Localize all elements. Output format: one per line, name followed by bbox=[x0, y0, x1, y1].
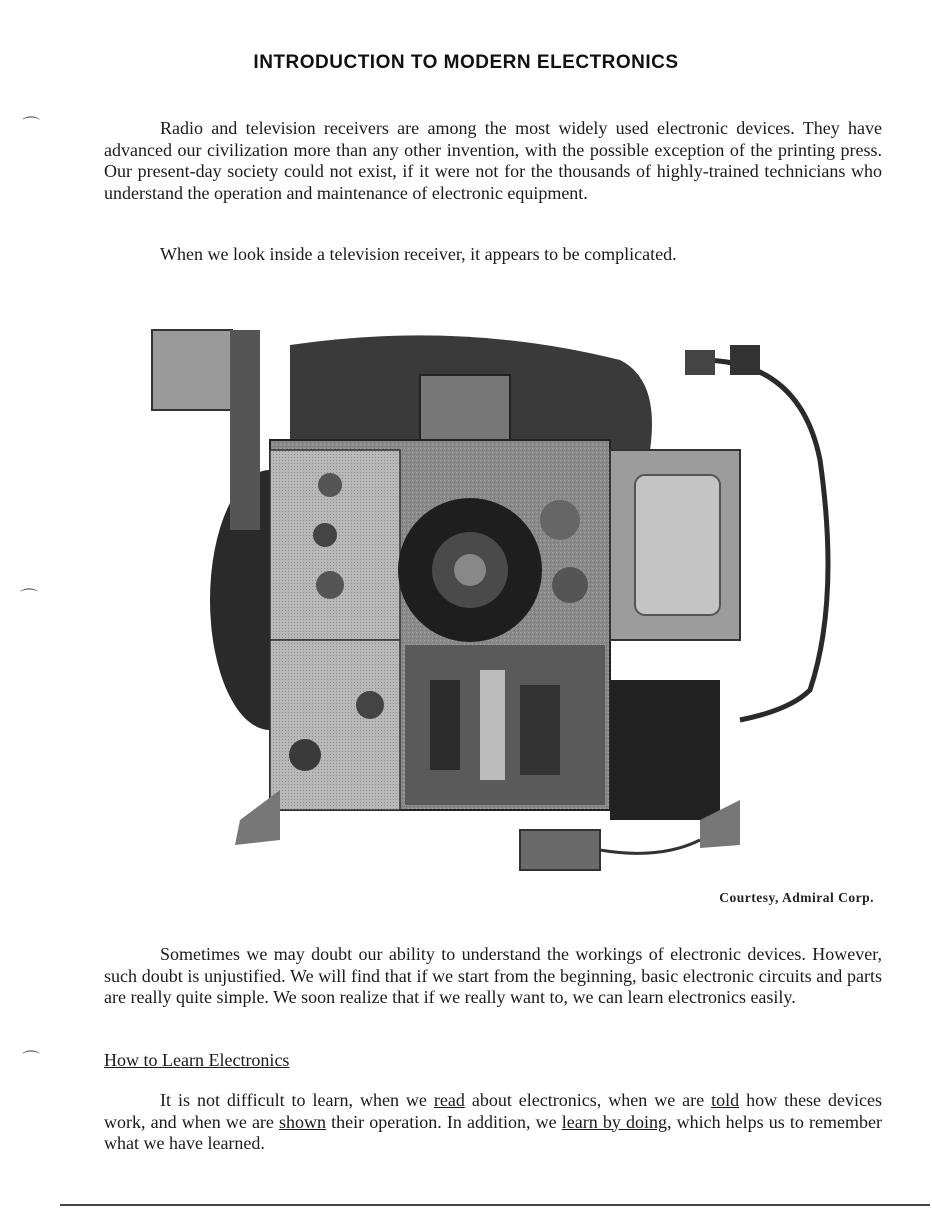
section-heading: How to Learn Electronics bbox=[104, 1050, 290, 1070]
photo-caption: Courtesy, Admiral Corp. bbox=[719, 890, 874, 905]
learning-text-3: how these devices work, and when we are bbox=[104, 1090, 882, 1132]
emphasis-learn-by-doing: learn by doing bbox=[561, 1111, 667, 1132]
doubt-paragraph: Sometimes we may doubt our ability to understand the workings of electronic devices. However, such doubt is unjustified. We will find that if we start from the beginning, basic electronic circuits and parts are really quite simple. We soon realize that if we really want to, we can learn electronics easily. bbox=[104, 944, 882, 1007]
learning-text-2: about electronics, when we are bbox=[464, 1090, 712, 1110]
emphasis-told: told bbox=[711, 1090, 740, 1110]
learning-text-1: It is not difficult to learn, when we bbox=[160, 1090, 434, 1110]
bottom-rule bbox=[60, 1204, 930, 1206]
learning-text-4: their operation. In addition, we bbox=[326, 1111, 562, 1132]
learning-paragraph bbox=[104, 1090, 882, 1155]
margin-mark: ⌒ bbox=[22, 1050, 40, 1070]
tv-receiver-paragraph: When we look inside a television receiver, it appears to be complicated. bbox=[160, 244, 677, 264]
tv-chassis-photo bbox=[140, 300, 840, 885]
page-title: INTRODUCTION TO MODERN ELECTRONICS bbox=[253, 52, 679, 73]
intro-paragraph: Radio and television receivers are among the most widely used electronic devices. They have advanced our civilization more than any other invention, with the possible exception of the printing press. Our present-day society could not exist, if it were not for the thousands of highly-trained technicians who understand the operation and maintenance of electronic equipment. bbox=[104, 118, 882, 203]
emphasis-shown: shown bbox=[279, 1111, 327, 1132]
emphasis-read: read bbox=[433, 1090, 465, 1110]
learning-text-5: , which helps us to remember what we have learned. bbox=[104, 1111, 883, 1153]
margin-mark: ⌒ bbox=[20, 588, 38, 608]
margin-mark: ⌒ bbox=[22, 116, 40, 136]
